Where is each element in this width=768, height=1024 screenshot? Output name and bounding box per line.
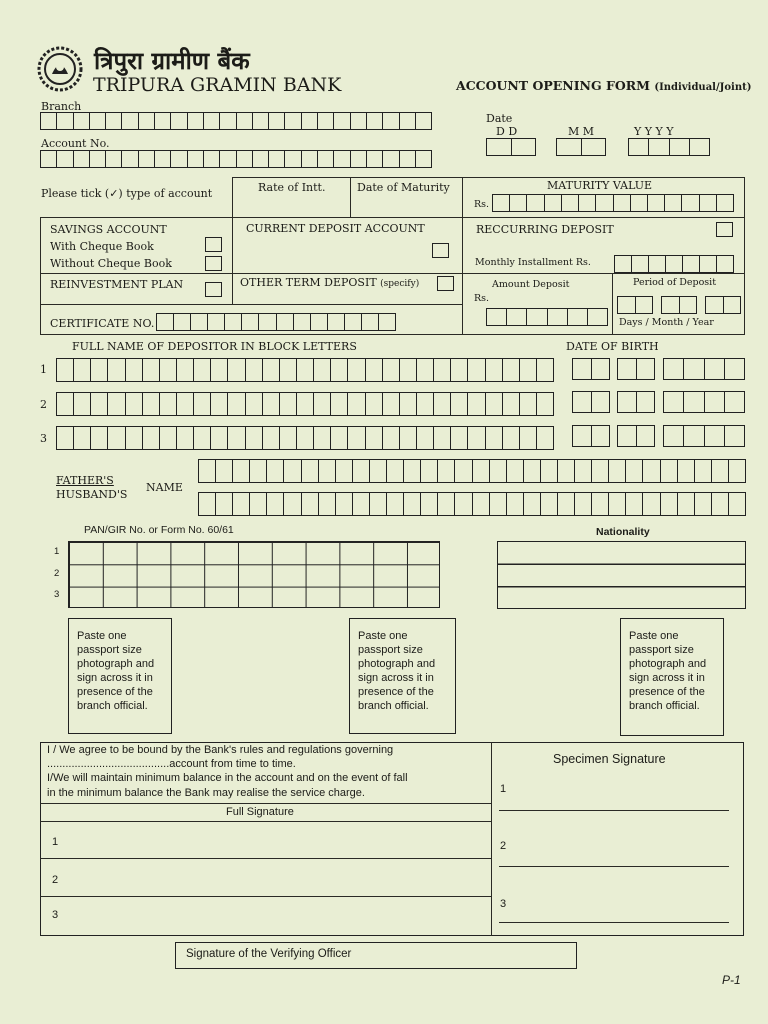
yyyy-label: Y Y Y Y	[634, 125, 674, 138]
photo-box-2[interactable]	[349, 618, 456, 734]
form-title-text: ACCOUNT OPENING FORM	[456, 78, 650, 93]
other-term-deposit-text: OTHER TERM DEPOSIT	[240, 276, 377, 289]
photo-box-3[interactable]	[620, 618, 724, 736]
other-term-deposit-checkbox[interactable]	[437, 276, 454, 291]
monthly-installment-label: Monthly Installment Rs.	[475, 257, 591, 268]
photo-box-1[interactable]	[68, 618, 172, 734]
date-year-input[interactable]	[628, 138, 710, 156]
date-of-maturity-label: Date of Maturity	[357, 181, 450, 194]
specimen-signature-3-line[interactable]	[499, 922, 729, 923]
reinvestment-plan-checkbox[interactable]	[205, 282, 222, 297]
maturity-value-label: MATURITY VALUE	[547, 179, 653, 192]
specify-text: (specify)	[380, 279, 420, 289]
nationality-input[interactable]	[497, 541, 746, 609]
full-signature-1-number: 1	[52, 836, 59, 848]
verifying-officer-label: Signature of the Verifying Officer	[186, 948, 352, 960]
declaration-line-3: I/We will maintain minimum balance in the account and on the event of fall	[47, 772, 408, 784]
period-of-deposit-label: Period of Deposit	[633, 277, 717, 288]
savings-account-label: SAVINGS ACCOUNT	[50, 223, 167, 236]
pan-row-1-number: 1	[54, 546, 60, 557]
full-signature-2-number: 2	[52, 874, 59, 886]
pan-row-3-number: 3	[54, 589, 60, 600]
account-no-input[interactable]	[40, 150, 432, 168]
date-of-birth-label: DATE OF BIRTH	[566, 340, 659, 353]
guardian-name-line-1-input[interactable]	[198, 459, 746, 483]
days-month-year-label: Days / Month / Year	[619, 317, 714, 328]
full-name-label: FULL NAME OF DEPOSITOR IN BLOCK LETTERS	[72, 340, 357, 353]
recurring-deposit-label: RECCURRING DEPOSIT	[476, 223, 614, 236]
period-days-input[interactable]	[617, 296, 653, 314]
pan-grid[interactable]	[68, 541, 440, 608]
form-subtitle: (Individual/Joint)	[654, 82, 752, 93]
with-cheque-book-checkbox[interactable]	[205, 237, 222, 252]
name-label: NAME	[146, 481, 183, 494]
dd-label: D D	[496, 125, 518, 138]
certificate-no-label: CERTIFICATE NO.	[50, 317, 155, 330]
bank-name-hindi: त्रिपुरा ग्रामीण बैंक	[94, 47, 250, 75]
full-signature-2-line[interactable]	[40, 896, 491, 897]
date-day-input[interactable]	[486, 138, 536, 156]
husbands-label: HUSBAND'S	[56, 488, 128, 501]
amount-rs-label: Rs.	[474, 293, 490, 304]
reinvestment-plan-label: REINVESTMENT PLAN	[50, 278, 184, 291]
certificate-no-input[interactable]	[156, 313, 396, 331]
specimen-signature-1-line[interactable]	[499, 810, 729, 811]
current-deposit-checkbox[interactable]	[432, 243, 449, 258]
declaration-line-2: ........................................account from time to time.	[47, 758, 296, 770]
period-year-input[interactable]	[705, 296, 741, 314]
guardian-name-line-2-input[interactable]	[198, 492, 746, 516]
depositor-name-2-input[interactable]	[56, 392, 554, 416]
amount-deposit-label: Amount Deposit	[492, 279, 570, 290]
name-row-3-number: 3	[40, 432, 47, 445]
without-cheque-book-label: Without Cheque Book	[50, 257, 172, 270]
dob-2-month-input[interactable]	[617, 391, 655, 413]
page-number: P-1	[722, 973, 741, 987]
period-month-input[interactable]	[661, 296, 697, 314]
date-month-input[interactable]	[556, 138, 606, 156]
nationality-label: Nationality	[596, 526, 650, 538]
maturity-value-input[interactable]	[492, 194, 734, 212]
other-term-deposit-label	[240, 276, 419, 289]
dob-1-day-input[interactable]	[572, 358, 610, 380]
bank-logo	[37, 46, 83, 92]
recurring-deposit-checkbox[interactable]	[716, 222, 733, 237]
monthly-installment-input[interactable]	[614, 255, 734, 273]
full-signature-label: Full Signature	[226, 806, 294, 818]
bank-name: TRIPURA GRAMIN BANK	[93, 74, 342, 96]
branch-input[interactable]	[40, 112, 432, 130]
dob-2-day-input[interactable]	[572, 391, 610, 413]
dob-3-year-input[interactable]	[663, 425, 745, 447]
depositor-name-1-input[interactable]	[56, 358, 554, 382]
specimen-2-number: 2	[500, 840, 507, 852]
dob-3-month-input[interactable]	[617, 425, 655, 447]
dob-1-month-input[interactable]	[617, 358, 655, 380]
pan-gir-label: PAN/GIR No. or Form No. 60/61	[84, 524, 234, 536]
dob-2-year-input[interactable]	[663, 391, 745, 413]
photo-box-2-text: Paste one passport size photograph and sign across it in presence of the branch official.	[358, 630, 436, 712]
specimen-3-number: 3	[500, 898, 507, 910]
without-cheque-book-checkbox[interactable]	[205, 256, 222, 271]
current-deposit-label: CURRENT DEPOSIT ACCOUNT	[246, 222, 425, 235]
photo-box-1-text: Paste one passport size photograph and sign across it in presence of the branch official.	[77, 630, 155, 712]
amount-deposit-input[interactable]	[486, 308, 608, 326]
rate-of-intt-label: Rate of Intt.	[258, 181, 326, 194]
dob-3-day-input[interactable]	[572, 425, 610, 447]
specimen-signature-2-line[interactable]	[499, 866, 729, 867]
fathers-label: FATHER'S	[56, 474, 114, 487]
full-signature-1-line[interactable]	[40, 858, 491, 859]
name-row-2-number: 2	[40, 398, 47, 411]
specimen-1-number: 1	[500, 783, 507, 795]
with-cheque-book-label: With Cheque Book	[50, 240, 154, 253]
declaration-line-1: I / We agree to be bound by the Bank's rules and regulations governing	[47, 744, 394, 756]
pan-row-2-number: 2	[54, 568, 60, 579]
full-signature-3-number: 3	[52, 909, 59, 921]
date-label: Date	[486, 112, 513, 125]
name-row-1-number: 1	[40, 363, 47, 376]
account-no-label: Account No.	[41, 137, 110, 150]
mm-label: M M	[568, 125, 595, 138]
photo-box-3-text: Paste one passport size photograph and sign across it in presence of the branch official.	[629, 630, 707, 712]
maturity-rs-label: Rs.	[474, 199, 490, 210]
tick-type-label: Please tick (✓) type of account	[41, 187, 213, 200]
form-title	[456, 78, 751, 93]
specimen-signature-label: Specimen Signature	[553, 752, 666, 766]
branch-label: Branch	[41, 100, 82, 113]
declaration-line-4: in the minimum balance the Bank may realise the service charge.	[47, 787, 365, 799]
depositor-name-3-input[interactable]	[56, 426, 554, 450]
dob-1-year-input[interactable]	[663, 358, 745, 380]
